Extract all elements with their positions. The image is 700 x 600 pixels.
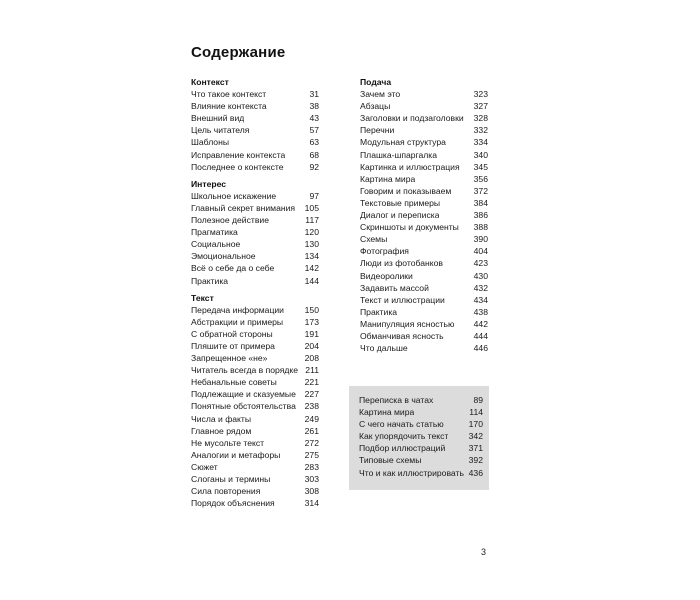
toc-entry-label: Читатель всегда в порядке [191, 365, 299, 376]
toc-entry [360, 100, 488, 112]
toc-entry [191, 437, 319, 449]
toc-entry-label: Цель читателя [191, 125, 250, 136]
toc-entry-page: 272 [304, 437, 319, 448]
toc-entry-page: 97 [309, 190, 319, 201]
toc-entry [191, 316, 319, 328]
toc-entry-label: Не мусольте текст [191, 437, 265, 448]
toc-entry-page: 249 [304, 413, 319, 424]
toc-entry-label: Фотография [360, 246, 409, 257]
toc-entry [359, 454, 483, 466]
toc-entry-label: Полезное действие [191, 215, 269, 226]
toc-entry-page: 117 [305, 215, 319, 226]
toc-entry [360, 124, 488, 136]
toc-entry-page: 384 [473, 197, 488, 208]
toc-entry-page: 404 [473, 246, 488, 257]
toc-entry-label: Обманчивая ясность [360, 330, 444, 341]
toc-entry-label: Сюжет [191, 461, 218, 472]
toc-section-title: Контекст [191, 77, 229, 87]
toc-entry-label: Картина мира [359, 407, 415, 418]
toc-entry-label: Заголовки и подзаголовки [360, 113, 464, 124]
toc-entry-page: 238 [304, 401, 319, 412]
toc-entry-page: 434 [473, 294, 488, 305]
toc-entry-label: Задавить массой [360, 282, 429, 293]
toc-entry [191, 364, 319, 376]
toc-entry-page: 43 [309, 113, 319, 124]
toc-entry-label: Числа и факты [191, 413, 252, 424]
toc-entry [191, 449, 319, 461]
toc-entry-page: 323 [473, 89, 488, 100]
toc-entry [359, 430, 483, 442]
toc-entry-page: 38 [309, 101, 319, 112]
toc-entry [359, 467, 483, 479]
toc-entry [360, 173, 488, 185]
toc-entry [360, 185, 488, 197]
toc-entry-label: Картинка и иллюстрация [360, 161, 460, 172]
toc-entry-label: Последнее о контексте [191, 161, 284, 172]
toc-entry-label: Исправление контекста [191, 149, 286, 160]
toc-entry-label: С чего начать статью [359, 419, 444, 430]
toc-entry-label: Сила повторения [191, 486, 261, 497]
toc-entry-label: Скриншоты и документы [360, 222, 459, 233]
toc-entry-page: 372 [473, 185, 488, 196]
toc-entry-label: Прагматика [191, 227, 238, 238]
toc-entry [360, 245, 488, 257]
toc-entry [191, 461, 319, 473]
toc-entry-label: Зачем это [360, 89, 401, 100]
toc-entry-label: Что дальше [360, 343, 408, 354]
toc-entry-label: Схемы [360, 234, 388, 245]
toc-entry-page: 120 [304, 227, 319, 238]
toc-entry-label: Порядок объяснения [191, 498, 275, 509]
toc-entry [191, 88, 319, 100]
toc-entry-page: 208 [304, 353, 319, 364]
toc-entry [360, 197, 488, 209]
toc-entry [360, 88, 488, 100]
toc-entry-page: 150 [304, 304, 319, 315]
toc-entry-label: Главный секрет внимания [191, 202, 296, 213]
toc-entry-label: Абстракции и примеры [191, 316, 284, 327]
toc-entry-page: 423 [473, 258, 488, 269]
toc-boxed-list [349, 386, 489, 490]
toc-entry-label: Что такое контекст [191, 89, 267, 100]
toc-entry-page: 57 [309, 125, 319, 136]
toc-entry-label: Аналогии и метафоры [191, 449, 281, 460]
toc-entry-page: 303 [304, 474, 319, 484]
toc-entry [359, 394, 483, 406]
toc-entry-label: Что и как иллюстрировать [359, 467, 464, 478]
toc-entry-label: Эмоциональное [191, 251, 256, 262]
toc-entry-page: 392 [468, 455, 483, 466]
toc-entry [359, 406, 483, 418]
toc-entry [360, 294, 488, 306]
page-number: 3 [481, 547, 487, 557]
toc-entry [191, 149, 319, 161]
toc-entry-page: 442 [473, 318, 488, 329]
toc-entry [359, 442, 483, 454]
toc-entry [191, 485, 319, 497]
toc-entry-label: Перечни [360, 125, 395, 136]
toc-entry [360, 306, 488, 318]
toc-entry [360, 221, 488, 233]
toc-section-title: Интерес [191, 178, 227, 189]
toc-entry-page: 314 [304, 498, 319, 509]
toc-entry [191, 100, 319, 112]
toc-section [191, 178, 319, 287]
toc-entry-page: 446 [473, 343, 488, 354]
toc-entry-page: 275 [304, 449, 319, 460]
toc-entry-label: Главное рядом [191, 425, 252, 436]
toc-entry [191, 340, 319, 352]
toc-entry [360, 342, 488, 354]
toc-entry-label: Модульная структура [360, 137, 446, 148]
toc-entry [360, 149, 488, 161]
toc-entry [191, 304, 319, 316]
toc-entry-label: Плашка-шпаргалка [360, 149, 438, 160]
toc-entry [360, 330, 488, 342]
toc-entry-label: Диалог и переписка [360, 210, 440, 221]
toc-entry-label: Понятные обстоятельства [191, 401, 296, 412]
toc-entry [191, 202, 319, 214]
toc-entry [191, 400, 319, 412]
toc-entry-page: 444 [473, 330, 488, 341]
toc-entry-page: 340 [473, 149, 488, 160]
toc-entry-label: Говорим и показываем [360, 185, 452, 196]
toc-entry-page: 191 [304, 328, 319, 339]
toc-entry [360, 209, 488, 221]
toc-entry-page: 328 [473, 113, 488, 124]
toc-entry-page: 170 [468, 419, 483, 430]
toc-entry [191, 214, 319, 226]
toc-entry-label: Школьное искажение [191, 190, 277, 201]
toc-entry [191, 238, 319, 250]
toc-section [191, 292, 319, 510]
toc-entry-page: 432 [473, 282, 488, 293]
toc-entry [360, 233, 488, 245]
toc-entry-page: 114 [469, 407, 483, 418]
toc-entry [191, 112, 319, 124]
toc-entry [191, 124, 319, 136]
toc-entry-label: Видеоролики [360, 270, 413, 281]
toc-entry-page: 386 [473, 210, 488, 221]
toc-entry [191, 376, 319, 388]
toc-entry [191, 352, 319, 364]
toc-entry-page: 342 [468, 431, 483, 442]
toc-entry-label: Как упорядочить текст [359, 431, 449, 442]
toc-entry-label: Картина мира [360, 173, 416, 184]
toc-entry [191, 275, 319, 287]
toc-entry-page: 92 [309, 161, 319, 172]
toc-entry [360, 282, 488, 294]
toc-entry [191, 473, 319, 485]
toc-entry-label: С обратной стороны [191, 328, 273, 339]
toc-entry-label: Практика [360, 306, 398, 317]
toc-section [191, 76, 319, 173]
toc-entry [360, 318, 488, 330]
toc-right-column [360, 76, 488, 354]
toc-entry-label: Всё о себе да о себе [191, 263, 275, 274]
toc-entry-page: 436 [468, 467, 483, 478]
toc-entry-page: 334 [473, 137, 488, 148]
toc-entry [191, 250, 319, 262]
toc-entry-page: 308 [304, 486, 319, 497]
toc-entry [360, 161, 488, 173]
toc-entry [360, 112, 488, 124]
toc-entry-label: Влияние контекста [191, 101, 267, 112]
toc-entry [191, 190, 319, 202]
toc-entry-label: Социальное [191, 239, 241, 250]
toc-entry-label: Манипуляция ясностью [360, 318, 455, 329]
toc-entry-label: Текст и иллюстрации [360, 294, 445, 305]
toc-entry-label: Пляшите от примера [191, 340, 275, 351]
toc-entry-page: 327 [473, 101, 488, 112]
toc-entry-page: 332 [473, 125, 488, 136]
toc-entry-page: 388 [473, 222, 488, 233]
page-title: Содержание [191, 44, 286, 61]
toc-left-column [191, 76, 319, 509]
toc-entry-label: Передача информации [191, 304, 284, 315]
toc-entry-label: Переписка в чатах [359, 395, 434, 405]
toc-entry [191, 226, 319, 238]
toc-entry-page: 430 [473, 270, 488, 281]
toc-entry-page: 173 [304, 316, 319, 327]
toc-entry [191, 497, 319, 509]
toc-section-title: Подача [360, 77, 392, 87]
toc-entry-label: Люди из фотобанков [360, 258, 443, 269]
toc-entry-label: Абзацы [360, 101, 391, 112]
toc-entry-label: Подбор иллюстраций [359, 443, 446, 454]
toc-section [360, 76, 488, 354]
toc-entry [191, 425, 319, 437]
toc-entry-page: 130 [304, 239, 319, 250]
toc-entry-page: 283 [304, 461, 319, 472]
toc-entry-label: Запрещенное «не» [191, 353, 268, 364]
toc-entry [359, 418, 483, 430]
toc-entry [360, 257, 488, 269]
toc-entry [191, 328, 319, 340]
toc-entry-page: 345 [473, 161, 488, 172]
toc-entry-label: Типовые схемы [359, 455, 422, 466]
toc-entry-label: Подлежащие и сказуемые [191, 389, 296, 400]
toc-entry-page: 438 [473, 306, 488, 317]
toc-entry [360, 270, 488, 282]
toc-entry-page: 371 [468, 443, 483, 454]
toc-entry-page: 63 [309, 137, 319, 148]
toc-entry-label: Практика [191, 275, 229, 286]
toc-entry-page: 134 [304, 251, 319, 262]
toc-entry-page: 211 [305, 365, 319, 376]
toc-entry [191, 161, 319, 173]
toc-entry [191, 388, 319, 400]
toc-entry-page: 356 [473, 173, 488, 184]
toc-entry [191, 413, 319, 425]
toc-entry-label: Внешний вид [191, 113, 245, 124]
toc-entry-page: 390 [473, 234, 488, 245]
toc-entry-page: 31 [309, 89, 319, 100]
toc-entry-page: 261 [304, 425, 319, 436]
toc-entry [360, 136, 488, 148]
toc-entry [191, 136, 319, 148]
toc-entry-label: Слоганы и термины [191, 474, 271, 484]
toc-entry-label: Шаблоны [191, 137, 230, 148]
toc-entry-page: 227 [304, 389, 319, 400]
toc-entry-page: 144 [304, 275, 319, 286]
toc-entry-page: 68 [309, 149, 319, 160]
toc-entry-page: 105 [304, 202, 319, 213]
toc-entry-page: 204 [304, 340, 319, 351]
toc-entry-page: 89 [473, 395, 483, 405]
toc-section-title: Текст [191, 292, 214, 303]
toc-entry [191, 262, 319, 274]
toc-entry-label: Текстовые примеры [360, 197, 441, 208]
toc-entry-page: 142 [304, 263, 319, 274]
toc-entry-label: Небанальные советы [191, 377, 277, 388]
toc-entry-page: 221 [304, 377, 319, 388]
